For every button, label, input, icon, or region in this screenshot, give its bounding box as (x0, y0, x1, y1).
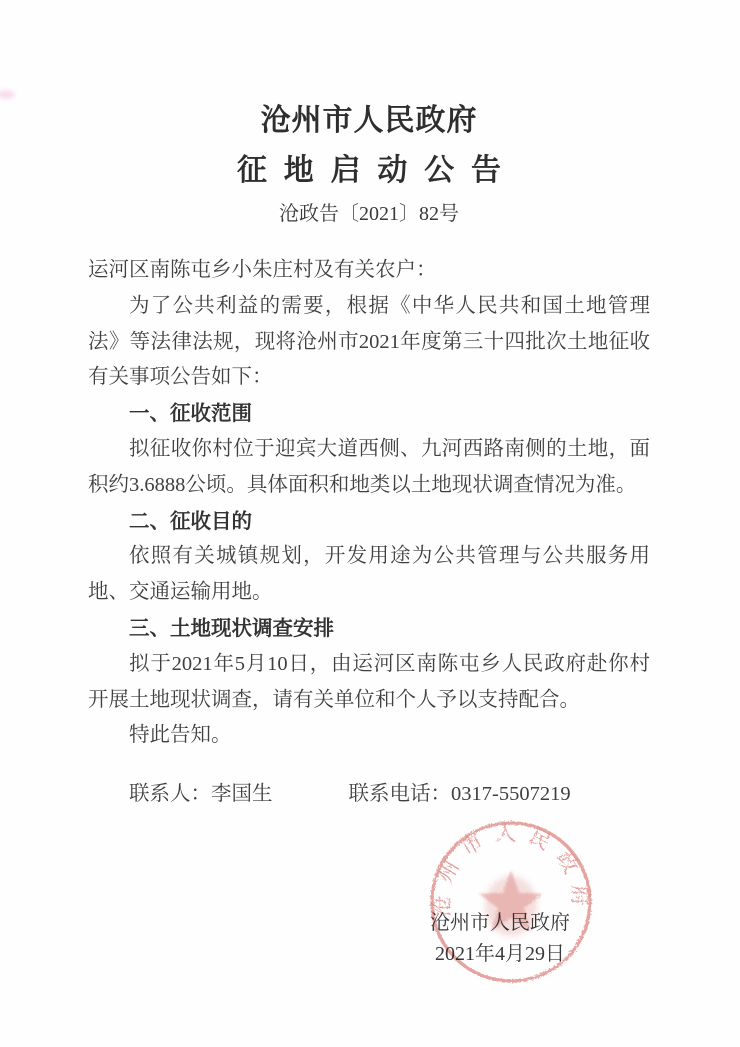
contact-person-value: 李国生 (211, 783, 273, 806)
intro-paragraph: 为了公共利益的需要，根据《中华人民共和国土地管理法》等法律法规，现将沧州市2021年度第三十四批次土地征收有关事项公告如下： (88, 294, 650, 389)
contact-phone-value: 0317-5507219 (451, 783, 571, 806)
section-2-body: 依照有关城镇规划，开发用途为公共管理与公共服务用地、交通运输用地。 (88, 545, 650, 604)
signature-block (389, 911, 611, 966)
body-text (88, 253, 650, 754)
section-3-body: 拟于2021年5月10日，由运河区南陈屯乡人民政府赴你村开展土地现状调查，请有关单位和个人予以支持配合。 (88, 652, 650, 711)
document-body (88, 104, 650, 813)
contact-phone-label: 联系电话： (348, 783, 451, 806)
section-1-heading: 一、征收范围 (129, 402, 252, 426)
page-title: 沧州市人民政府 (260, 104, 478, 137)
signature-issuer: 沧州市人民政府 (430, 912, 570, 934)
salutation: 运河区南陈屯乡小朱庄村及有关农户： (88, 259, 437, 281)
section-2-heading: 二、征收目的 (129, 509, 252, 533)
section-3-heading: 三、土地现状调查安排 (129, 616, 334, 640)
section-1-body: 拟征收你村位于迎宾大道西侧、九河西路南侧的土地，面积约3.6888公顷。具体面积和地类以土地现状调查情况为准。 (88, 437, 650, 496)
document-number: 沧政告〔2021〕82号 (279, 203, 459, 225)
signature-date: 2021年4月29日 (435, 943, 565, 965)
contact-person (129, 777, 273, 813)
page-subtitle: 征地启动公告 (236, 154, 518, 187)
contact-row (88, 777, 650, 813)
contact-person-label: 联系人： (129, 783, 211, 806)
seal-arc-text: 沧州市人民政府 (429, 821, 593, 918)
closing-note: 特此告知。 (129, 724, 232, 747)
scan-artifact (0, 90, 15, 99)
contact-phone (349, 777, 571, 813)
